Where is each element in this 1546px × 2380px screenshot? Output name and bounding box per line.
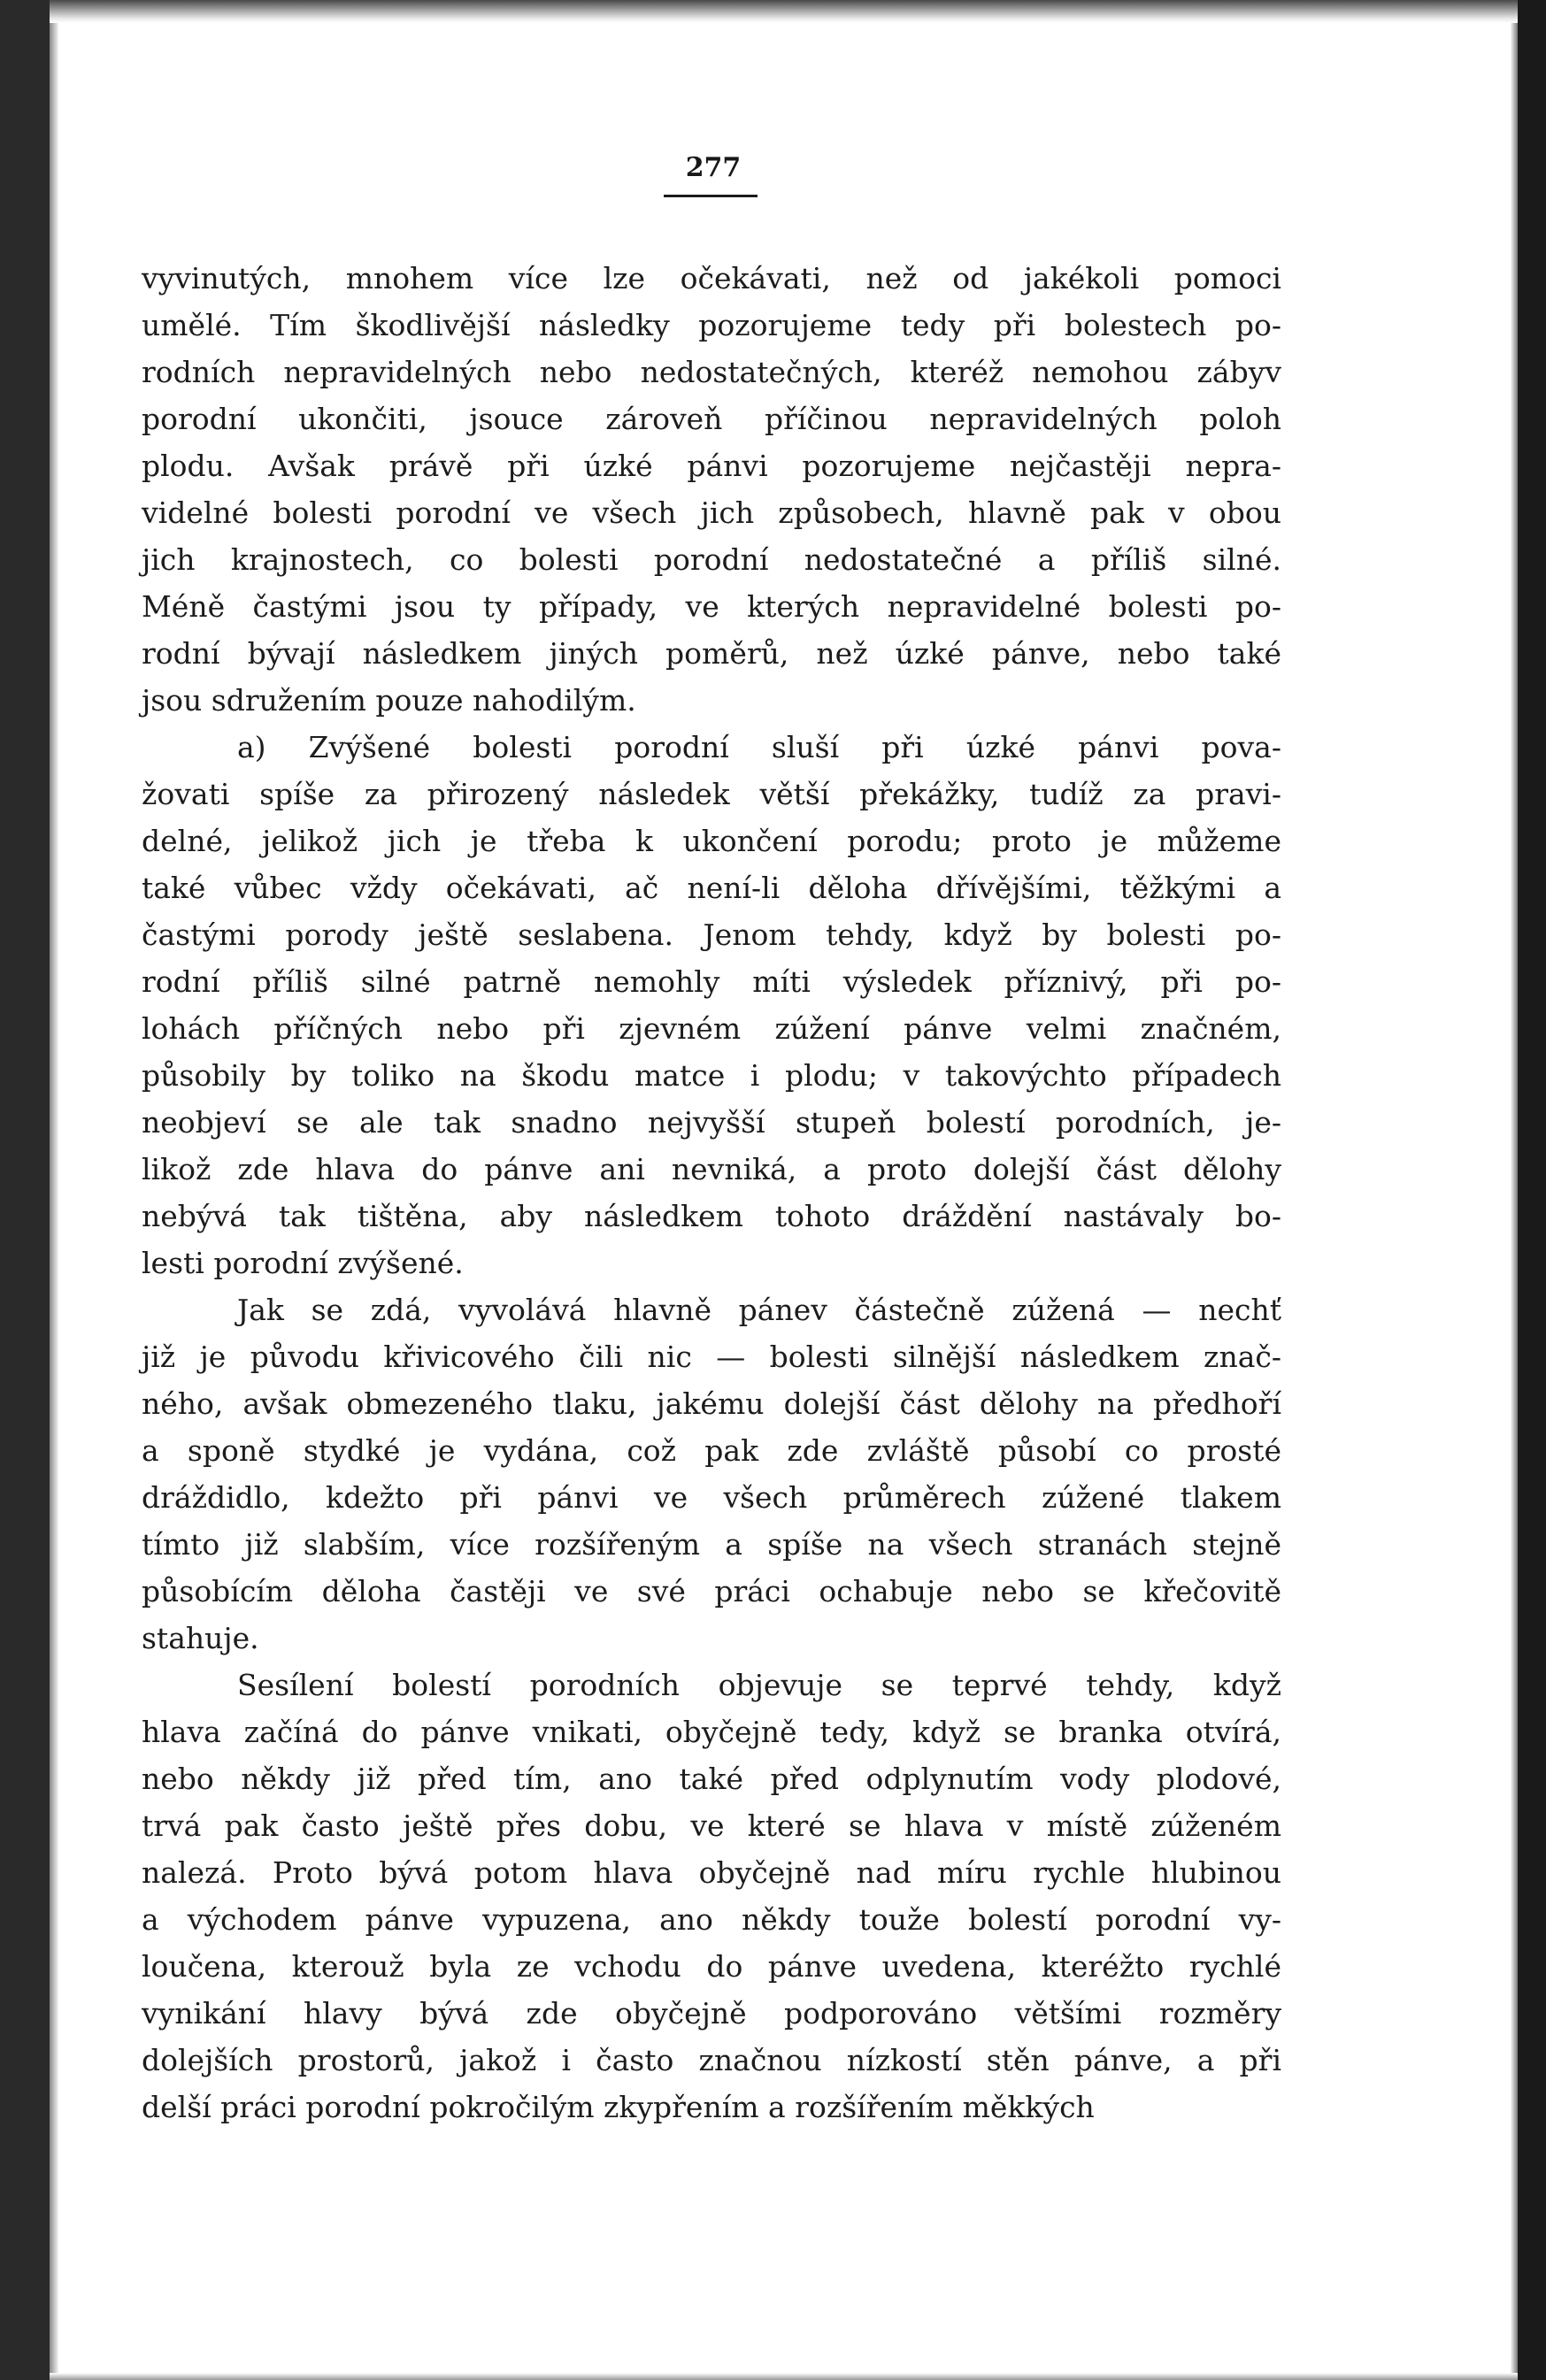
text-line: lohách příčných nebo při zjevném zúžení pánve velmi značném, xyxy=(142,1011,1281,1046)
text-line: vynikání hlavy bývá zde obyčejně podporováno většími rozměry xyxy=(142,1996,1281,2031)
text-line: rodní příliš silné patrně nemohly míti výsledek příznivý, při po- xyxy=(142,964,1281,999)
text-line: častými porody ještě seslabena. Jenom tehdy, když by bolesti po- xyxy=(142,917,1281,952)
text-line: žovati spíše za přirozený následek větší překážky, tudíž za pravi- xyxy=(142,777,1281,811)
text-line: ného, avšak obmezeného tlaku, jakému dolejší část dělohy na předhoří xyxy=(142,1386,1281,1421)
text-line: a) Zvýšené bolesti porodní sluší při úzké pánvi pova- xyxy=(237,730,1281,764)
text-line: již je původu křivicového čili nic — bolesti silnější následkem znač- xyxy=(142,1340,1281,1374)
text-line: a východem pánve vypuzena, ano někdy touže bolestí porodní vy- xyxy=(142,1902,1281,1937)
text-line: stahuje. xyxy=(142,1621,259,1655)
text-line: lesti porodní zvýšené. xyxy=(142,1246,464,1280)
text-line: a sponě stydké je vydána, což pak zde zvláště působí co prosté xyxy=(142,1433,1281,1468)
scan-border-right-shadow xyxy=(1511,0,1518,2380)
body-text xyxy=(142,255,1281,2130)
text-line: loučena, kterouž byla ze vchodu do pánve uvedena, kteréžto rychlé xyxy=(142,1949,1281,1984)
text-line: také vůbec vždy očekávati, ač není-li děloha dřívějšími, těžkými a xyxy=(142,871,1281,905)
page-number-rule xyxy=(664,195,758,197)
text-line: jich krajnostech, co bolesti porodní nedostatečné a příliš silné. xyxy=(142,542,1281,577)
text-line: nebo někdy již před tím, ano také před odplynutím vody plodové, xyxy=(142,1762,1281,1796)
text-line: rodních nepravidelných nebo nedostatečných, kteréž nemohou zábyv xyxy=(142,355,1281,389)
text-line: nebývá tak tištěna, aby následkem tohoto dráždění nastávaly bo- xyxy=(142,1199,1281,1233)
paragraph xyxy=(142,1286,1281,1662)
text-line: delné, jelikož jich je třeba k ukončení porodu; proto je můžeme xyxy=(142,824,1281,858)
scan-border-left-shadow xyxy=(50,0,58,2380)
text-line: Jak se zdá, vyvolává hlavně pánev částečně zúžená — nechť xyxy=(237,1293,1281,1327)
text-line: Sesílení bolestí porodních objevuje se teprvé tehdy, když xyxy=(237,1668,1281,1702)
paragraph xyxy=(142,255,1281,724)
text-line: hlava začíná do pánve vnikati, obyčejně tedy, když se branka otvírá, xyxy=(142,1715,1281,1749)
text-line: tímto již slabším, více rozšířeným a spíše na všech stranách stejně xyxy=(142,1527,1281,1562)
text-line: nalezá. Proto bývá potom hlava obyčejně nad míru rychle hlubinou xyxy=(142,1855,1281,1890)
text-line: umělé. Tím škodlivější následky pozorujeme tedy při bolestech po- xyxy=(142,308,1281,342)
scan-border-bottom xyxy=(50,2373,1518,2380)
text-line: videlné bolesti porodní ve všech jich způsobech, hlavně pak v obou xyxy=(142,495,1281,530)
scan-border-right xyxy=(1518,0,1546,2380)
text-line: Méně častými jsou ty případy, ve kterých nepravidelné bolesti po- xyxy=(142,589,1281,624)
text-line: jsou sdružením pouze nahodilým. xyxy=(142,683,636,718)
text-line: trvá pak často ještě přes dobu, ve které se hlava v místě zúženém xyxy=(142,1808,1281,1843)
text-line: dolejších prostorů, jakož i často značnou nízkostí stěn pánve, a při xyxy=(142,2043,1281,2077)
text-line: porodní ukončiti, jsouce zároveň příčinou nepravidelných poloh xyxy=(142,402,1281,436)
text-line: neobjeví se ale tak snadno nejvyšší stupeň bolestí porodních, je- xyxy=(142,1105,1281,1140)
paragraph xyxy=(142,724,1281,1286)
text-line: plodu. Avšak právě při úzké pánvi pozorujeme nejčastěji nepra- xyxy=(142,449,1281,483)
paragraph xyxy=(142,1662,1281,2130)
text-line: rodní bývají následkem jiných poměrů, než úzké pánve, nebo také xyxy=(142,636,1281,671)
scan-border-top xyxy=(50,0,1518,23)
page-number: 277 xyxy=(685,152,742,183)
text-line: působícím děloha častěji ve své práci ochabuje nebo se křečovitě xyxy=(142,1574,1281,1608)
text-line: vyvinutých, mnohem více lze očekávati, než od jakékoli pomoci xyxy=(142,261,1281,296)
text-line: likož zde hlava do pánve ani nevniká, a proto dolejší část dělohy xyxy=(142,1152,1281,1186)
scan-border-left xyxy=(0,0,50,2380)
text-line: delší práci porodní pokročilým zkypřením a rozšířením měkkých xyxy=(142,2090,1095,2124)
text-line: dráždidlo, kdežto při pánvi ve všech průměrech zúžené tlakem xyxy=(142,1480,1281,1515)
text-line: působily by toliko na škodu matce i plodu; v takovýchto případech xyxy=(142,1058,1281,1093)
